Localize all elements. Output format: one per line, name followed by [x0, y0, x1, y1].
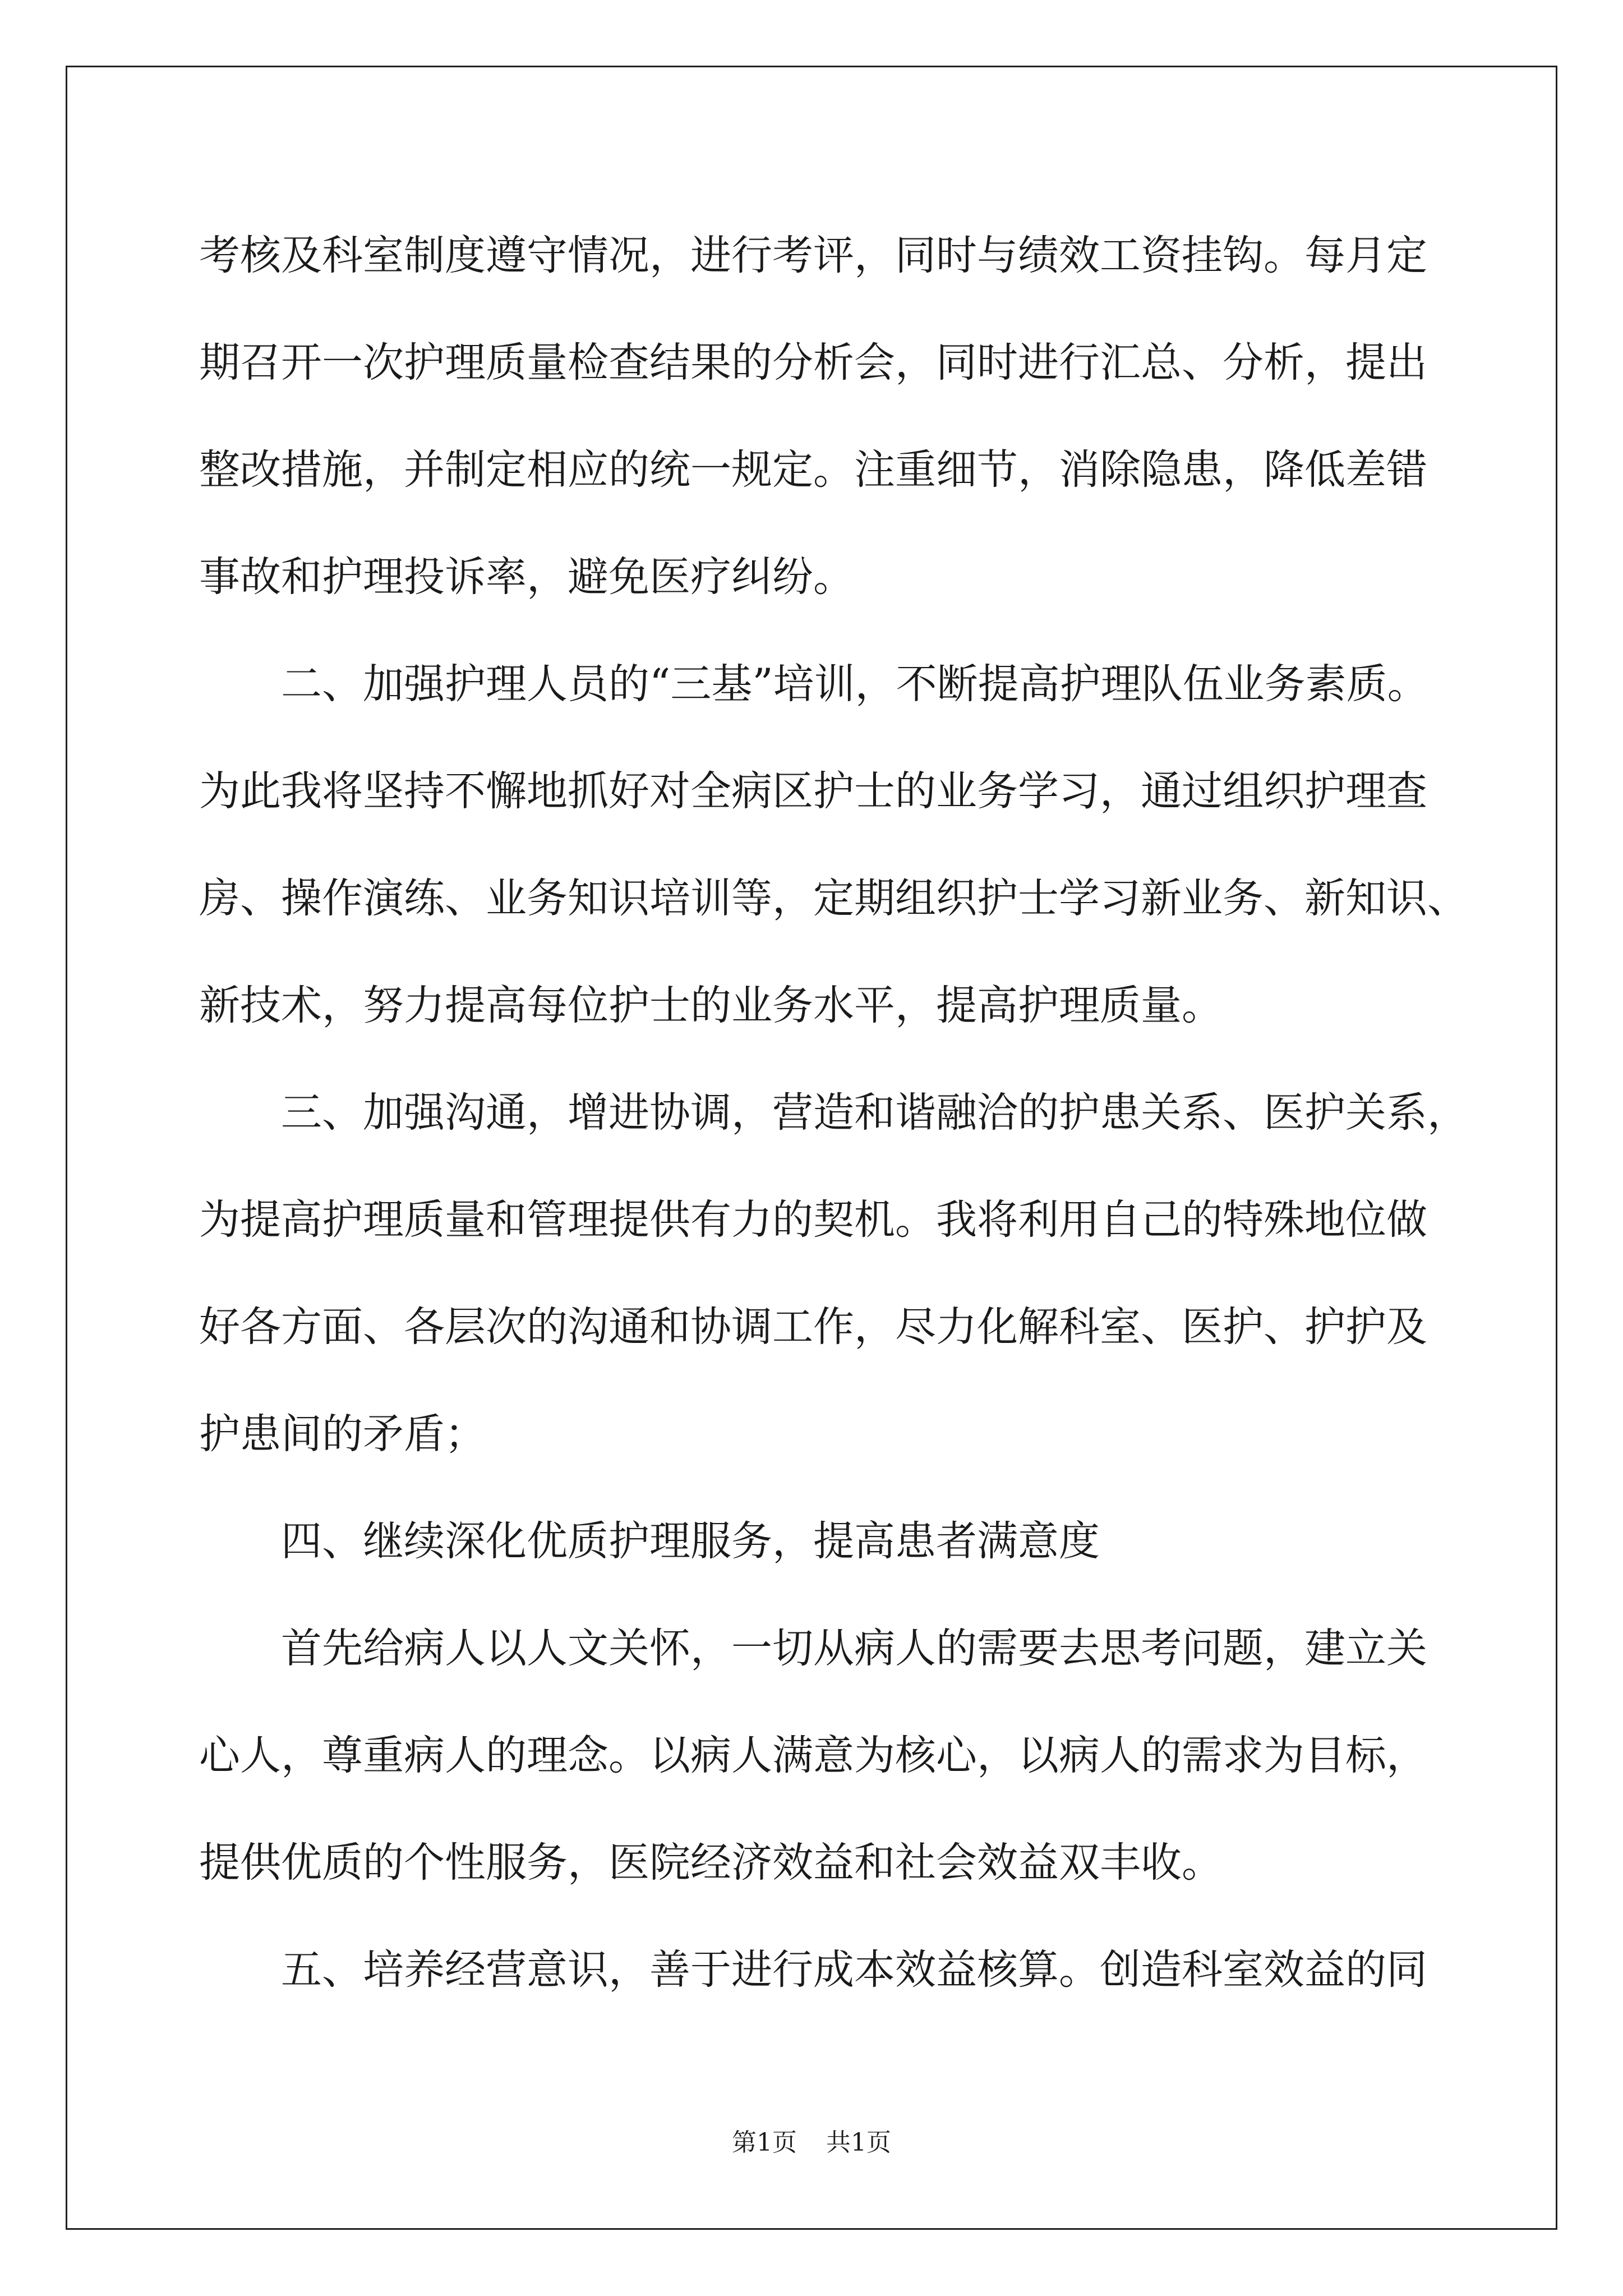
text-line: 五、培养经营意识，善于进行成本效益核算。创造科室效益的同 [281, 1946, 1427, 1994]
page-total: 共1页 [826, 2128, 891, 2157]
text-line: 心人，尊重病人的理念。以病人满意为核心，以病人的需求为目标， [199, 1732, 1427, 1779]
text-line: 好各方面、各层次的沟通和协调工作，尽力化解科室、医护、护护及 [199, 1303, 1427, 1351]
text-line: 新技术，努力提高每位护士的业务水平，提高护理质量。 [199, 982, 1223, 1029]
text-line: 护患间的矛盾； [199, 1410, 486, 1458]
text-line: 房、操作演练、业务知识培训等，定期组织护士学习新业务、新知识、 [199, 875, 1468, 922]
document-body [199, 202, 1468, 2023]
text-line: 四、继续深化优质护理服务，提高患者满意度 [281, 1517, 1100, 1565]
text-line: 考核及科室制度遵守情况，进行考评，同时与绩效工资挂钩。每月定 [199, 232, 1427, 279]
page-footer [0, 2126, 1623, 2160]
text-line: 事故和护理投诉率，避免医疗纠纷。 [199, 553, 854, 601]
text-line: 二、加强护理人员的“三基”培训，不断提高护理队伍业务素质。 [281, 660, 1428, 708]
text-line: 期召开一次护理质量检查结果的分析会，同时进行汇总、分析，提出 [199, 339, 1427, 386]
text-line: 为提高护理质量和管理提供有力的契机。我将利用自己的特殊地位做 [199, 1196, 1427, 1244]
page-number: 第1页 [732, 2128, 797, 2157]
text-line: 整改措施，并制定相应的统一规定。注重细节，消除隐患，降低差错 [199, 446, 1427, 494]
text-line: 首先给病人以人文关怀，一切从病人的需要去思考问题，建立关 [281, 1625, 1427, 1672]
text-line: 为此我将坚持不懈地抓好对全病区护士的业务学习，通过组织护理查 [199, 767, 1427, 815]
text-line: 提供优质的个性服务，医院经济效益和社会效益双丰收。 [199, 1839, 1223, 1887]
text-line: 三、加强沟通，增进协调，营造和谐融洽的护患关系、医护关系， [281, 1089, 1468, 1137]
